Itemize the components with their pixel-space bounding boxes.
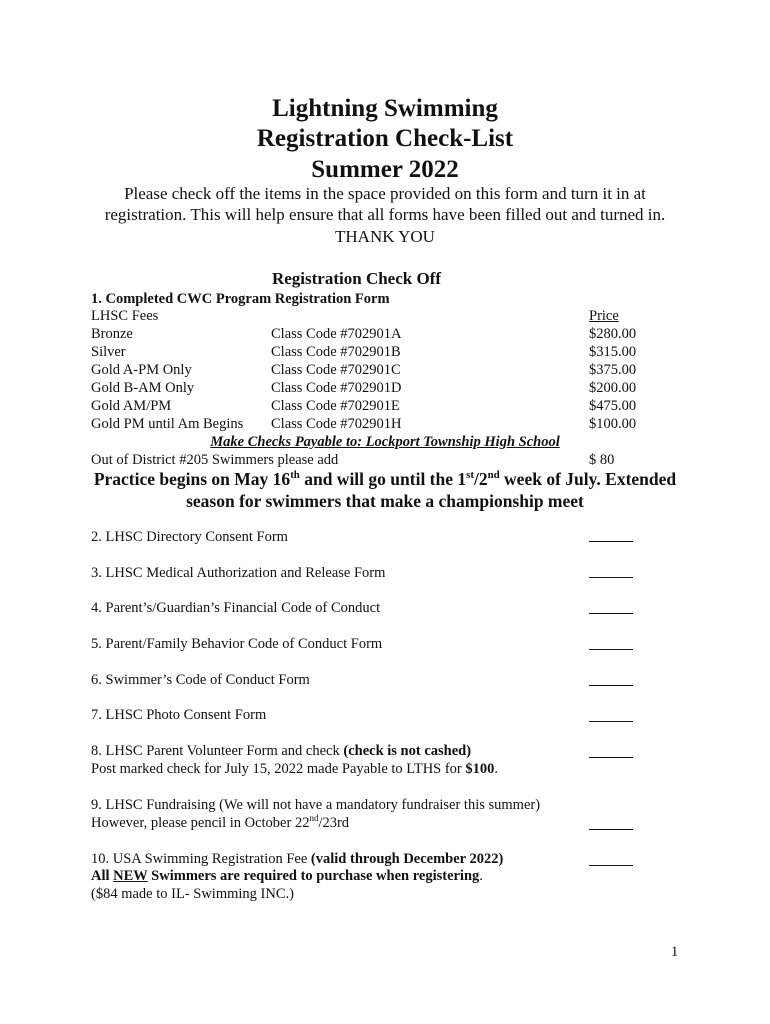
fee-level: Gold A-PM Only bbox=[91, 362, 192, 378]
fee-level: Gold B-AM Only bbox=[91, 380, 195, 396]
fee-price: $475.00 bbox=[589, 398, 637, 414]
checklist-item-3: 3. LHSC Medical Authorization and Release Form bbox=[91, 565, 386, 581]
title-line-2: Registration Check-List bbox=[256, 125, 514, 152]
check-blank-2[interactable] bbox=[589, 528, 633, 547]
intro-line-2: registration. This will help ensure that all forms have been filled out and turned in. bbox=[104, 205, 666, 224]
practice-text: week of July. Extended bbox=[499, 469, 677, 489]
fee-class-code: Class Code #702901D bbox=[271, 380, 402, 396]
item-text-bold: (check is not cashed) bbox=[343, 743, 472, 759]
out-of-district-price: $ 80 bbox=[589, 452, 615, 468]
check-blank-10[interactable] bbox=[589, 852, 633, 871]
practice-notice-line-2: season for swimmers that make a championship meet bbox=[186, 491, 584, 511]
item-text: 8. LHSC Parent Volunteer Form and check bbox=[91, 743, 344, 759]
fee-price: $100.00 bbox=[589, 416, 637, 432]
ordinal-suffix: nd bbox=[309, 813, 319, 824]
item-amount: $100 bbox=[465, 761, 495, 777]
item-text: Post marked check for July 15, 2022 made Payable to LTHS for bbox=[91, 761, 466, 777]
checklist-item-8 bbox=[91, 742, 471, 760]
item-text: /23rd bbox=[318, 815, 350, 831]
ordinal-suffix: nd bbox=[487, 469, 500, 482]
intro-line-1: Please check off the items in the space provided on this form and turn it in at bbox=[124, 184, 646, 203]
fee-price: $315.00 bbox=[589, 344, 637, 360]
fees-label: LHSC Fees bbox=[91, 308, 159, 324]
fee-class-code: Class Code #702901H bbox=[271, 416, 402, 432]
checklist-item-9-detail bbox=[91, 814, 349, 832]
item-text: . bbox=[479, 868, 483, 884]
fee-level: Bronze bbox=[91, 326, 133, 342]
fee-price: $375.00 bbox=[589, 362, 637, 378]
price-header: Price bbox=[589, 308, 619, 324]
title-line-1: Lightning Swimming bbox=[272, 95, 498, 122]
ordinal-suffix: th bbox=[290, 469, 300, 482]
fee-class-code: Class Code #702901E bbox=[271, 398, 400, 414]
checklist-item-7: 7. LHSC Photo Consent Form bbox=[91, 707, 267, 723]
fee-level: Gold AM/PM bbox=[91, 398, 172, 414]
checklist-item-4: 4. Parent’s/Guardian’s Financial Code of Conduct bbox=[91, 600, 381, 616]
check-blank-3[interactable] bbox=[589, 564, 633, 583]
ordinal-suffix: st bbox=[466, 469, 474, 482]
fee-class-code: Class Code #702901B bbox=[271, 344, 401, 360]
section-title: Registration Check Off bbox=[271, 269, 442, 288]
item-text: . bbox=[494, 761, 499, 777]
fee-level: Gold PM until Am Begins bbox=[91, 416, 244, 432]
check-blank-7[interactable] bbox=[589, 708, 633, 727]
checklist-item-10-note bbox=[91, 867, 483, 885]
intro-thank-you: THANK YOU bbox=[335, 227, 435, 246]
checklist-item-2: 2. LHSC Directory Consent Form bbox=[91, 529, 288, 545]
page-number: 1 bbox=[671, 944, 679, 960]
item-text-underlined: NEW bbox=[113, 868, 148, 884]
fee-price: $200.00 bbox=[589, 380, 637, 396]
check-blank-8[interactable] bbox=[589, 744, 633, 763]
item-text: All bbox=[91, 868, 114, 884]
checks-payable-note: Make Checks Payable to: Lockport Township High School bbox=[210, 434, 560, 450]
practice-text: and will go until the 1 bbox=[299, 469, 467, 489]
check-blank-5[interactable] bbox=[589, 636, 633, 655]
item-1-title: 1. Completed CWC Program Registration Form bbox=[91, 291, 390, 307]
practice-text: /2 bbox=[473, 469, 488, 489]
out-of-district-note: Out of District #205 Swimmers please add bbox=[91, 452, 339, 468]
item-text: Swimmers are required to purchase when registering bbox=[147, 868, 480, 884]
checklist-item-10 bbox=[91, 850, 503, 868]
practice-notice-line-1 bbox=[0, 468, 770, 490]
checklist-item-10-detail: ($84 made to IL- Swimming INC.) bbox=[91, 886, 294, 902]
checklist-item-9: 9. LHSC Fundraising (We will not have a mandatory fundraiser this summer) bbox=[91, 797, 541, 813]
item-text-bold: (valid through December 2022) bbox=[310, 851, 504, 867]
fee-class-code: Class Code #702901A bbox=[271, 326, 402, 342]
title-line-3: Summer 2022 bbox=[311, 156, 459, 183]
check-blank-9[interactable] bbox=[589, 816, 633, 835]
practice-text: Practice begins on May 16 bbox=[93, 469, 291, 489]
item-text: 10. USA Swimming Registration Fee bbox=[91, 851, 311, 867]
fee-class-code: Class Code #702901C bbox=[271, 362, 401, 378]
fee-price: $280.00 bbox=[589, 326, 637, 342]
check-blank-6[interactable] bbox=[589, 672, 633, 691]
fee-level: Silver bbox=[91, 344, 126, 360]
checklist-item-6: 6. Swimmer’s Code of Conduct Form bbox=[91, 672, 310, 688]
check-blank-4[interactable] bbox=[589, 600, 633, 619]
checklist-item-5: 5. Parent/Family Behavior Code of Conduct Form bbox=[91, 636, 383, 652]
checklist-item-8-detail bbox=[91, 760, 498, 778]
item-text: However, please pencil in October 22 bbox=[91, 815, 310, 831]
